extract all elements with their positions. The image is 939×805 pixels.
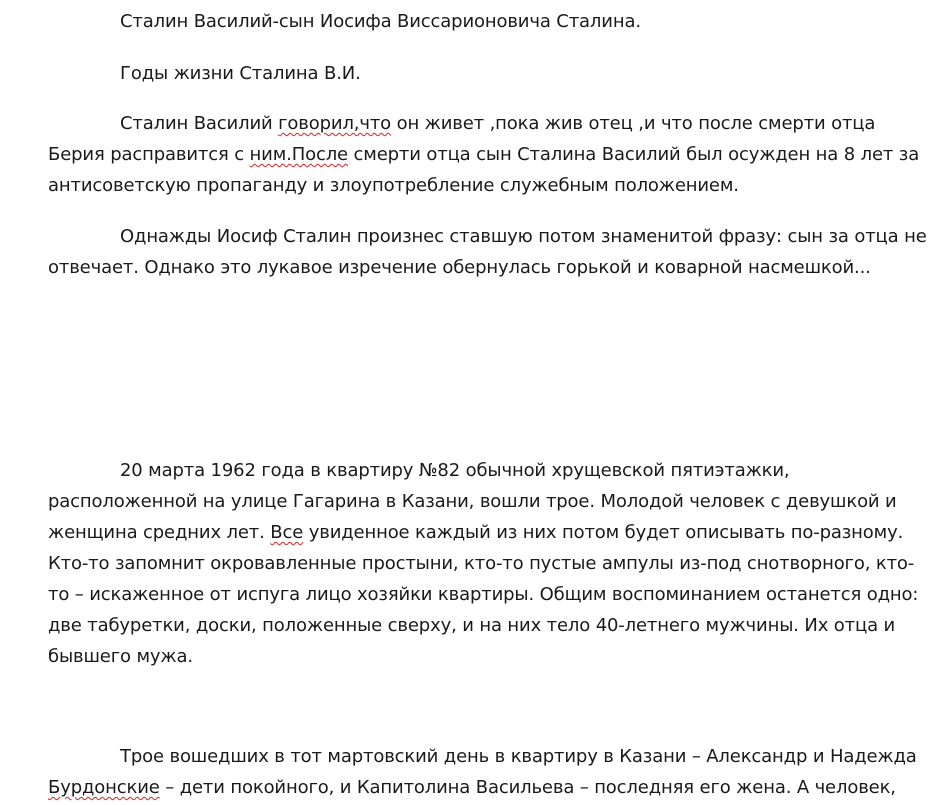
- text-run: Сталин Василий: [120, 113, 279, 134]
- document-subtitle: Годы жизни Сталина В.И.: [120, 63, 361, 84]
- text-run: антисоветскую пропаганду и злоупотребление служебным положением.: [48, 175, 739, 196]
- text-run: смерти отца сын Сталина Василий был осужден на 8 лет за: [347, 144, 920, 165]
- spelling-error-text[interactable]: Все: [270, 522, 304, 543]
- text-run: Кто-то запомнит окровавленные простыни, кто-то пустые ампулы из-под снотворного, кто-: [48, 553, 915, 574]
- text-run: – дети покойного, и Капитолина Васильева – последняя его жена. А человек,: [159, 777, 896, 798]
- spelling-error-text[interactable]: ним.После: [249, 144, 348, 165]
- text-run: отвечает. Однако это лукавое изречение обернулась горькой и коварной насмешкой...: [48, 257, 871, 278]
- text-run: Берия расправится с: [48, 144, 250, 165]
- text-line: [48, 552, 914, 576]
- text-run: увиденное каждый из них потом будет описывать по-разному.: [303, 522, 904, 543]
- text-line: [48, 776, 896, 800]
- text-run: бывшего мужа.: [48, 646, 193, 667]
- text-line: [120, 745, 917, 769]
- document-title: Сталин Василий-сын Иосифа Виссарионовича Сталина.: [120, 11, 641, 32]
- text-line: [48, 583, 918, 607]
- text-run: он живет ,пока жив отец ,и что после смерти отца: [391, 113, 876, 134]
- text-run: то – искаженное от испуга лицо хозяйки квартиры. Общим воспоминанием останется одно:: [48, 584, 919, 605]
- text-line: [48, 490, 897, 514]
- spelling-error-text[interactable]: Бурдонские: [48, 777, 160, 798]
- text-run: расположенной на улице Гагарина в Казани, вошли трое. Молодой человек с девушкой и: [48, 491, 897, 512]
- text-run: Однажды Иосиф Сталин произнес ставшую потом знаменитой фразу: сын за отца не: [120, 226, 927, 247]
- spelling-error-text[interactable]: говорил,что: [278, 113, 392, 134]
- text-line: [48, 614, 895, 638]
- text-run: 20 марта 1962 года в квартиру №82 обычной хрущевской пятиэтажки,: [120, 460, 790, 481]
- text-line: [48, 143, 919, 167]
- text-line: [48, 645, 193, 669]
- text-line: [48, 256, 871, 280]
- text-line: [48, 521, 903, 545]
- text-line: [120, 459, 790, 483]
- text-run: Трое вошедших в тот мартовский день в квартиру в Казани – Александр и Надежда: [120, 746, 917, 767]
- text-line: [120, 225, 927, 249]
- text-line: [48, 174, 739, 198]
- text-line: [120, 112, 875, 136]
- text-run: женщина средних лет.: [48, 522, 271, 543]
- text-run: две табуретки, доски, положенные сверху, и на них тело 40-летнего мужчины. Их отца и: [48, 615, 896, 636]
